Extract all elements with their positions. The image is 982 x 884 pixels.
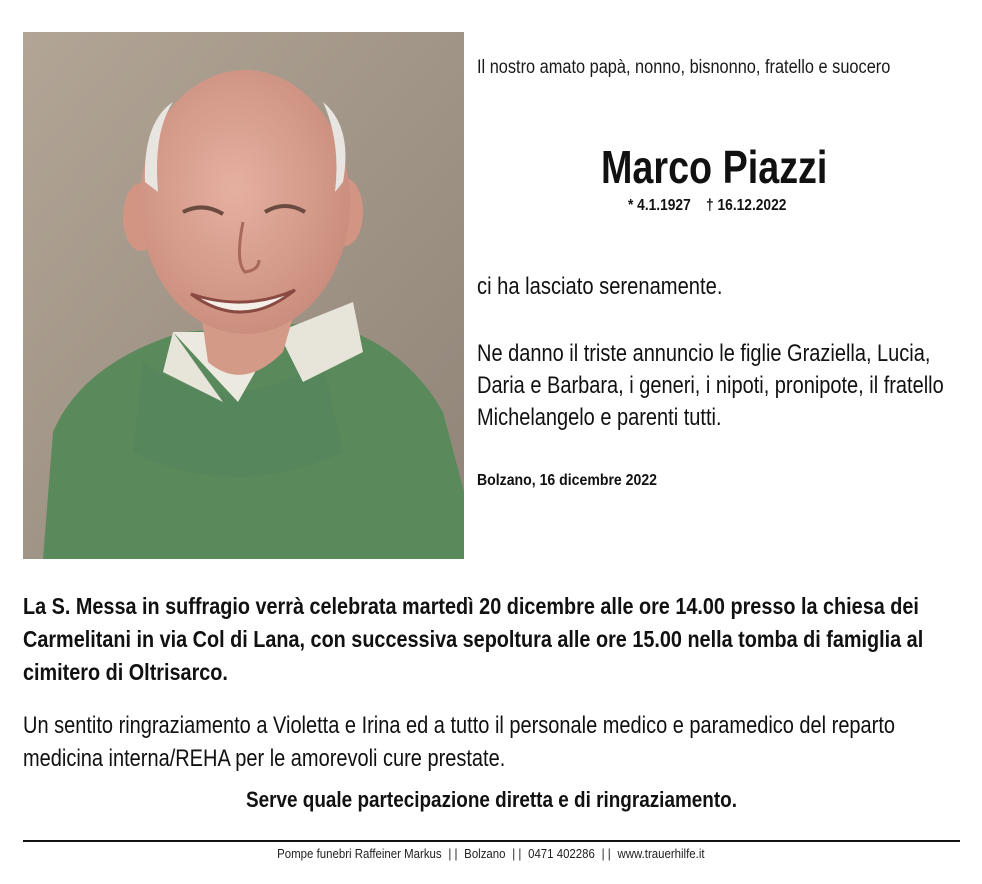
footer-divider bbox=[23, 840, 960, 842]
footer bbox=[0, 846, 982, 861]
mass-announcement: La S. Messa in suffragio verrà celebrata martedì 20 dicembre alle ore 14.00 presso la chiesa dei Carmelitani in via Col di Lana, con successiva sepoltura alle ore 15.00 nella tomba di famiglia al cimitero di Oltrisarco. bbox=[23, 593, 924, 685]
portrait-photo bbox=[23, 32, 464, 559]
footer-company: Pompe funebri Raffeiner Markus bbox=[277, 846, 442, 861]
life-dates bbox=[628, 197, 812, 215]
thanks-text: Un sentito ringraziamento a Violetta e Irina ed a tutto il personale medico e paramedico del reparto medicina interna/REHA per le amorevoli cure prestate. bbox=[23, 712, 896, 772]
announcement-text: Ne danno il triste annuncio le figlie Graziella, Lucia, Daria e Barbara, i generi, i nipoti, pronipote, il fratello Michelangelo e parenti tutti. bbox=[477, 340, 944, 431]
passed-text: ci ha lasciato serenamente. bbox=[477, 273, 723, 300]
footer-separator: | | bbox=[512, 846, 522, 861]
closing-text: Serve quale partecipazione diretta e di ringraziamento. bbox=[245, 787, 737, 812]
intro-text: Il nostro amato papà, nonno, bisnonno, fratello e suocero bbox=[477, 57, 891, 78]
footer-separator: | | bbox=[448, 846, 458, 861]
portrait-illustration bbox=[23, 32, 464, 559]
footer-separator: | | bbox=[601, 846, 611, 861]
death-date: † 16.12.2022 bbox=[706, 197, 787, 214]
footer-city: Bolzano bbox=[464, 846, 506, 861]
footer-website-link[interactable]: www.trauerhilfe.it bbox=[617, 846, 705, 861]
footer-phone: 0471 402286 bbox=[528, 846, 596, 861]
deceased-name: Marco Piazzi bbox=[601, 141, 828, 193]
birth-date: * 4.1.1927 bbox=[628, 197, 691, 214]
place-date: Bolzano, 16 dicembre 2022 bbox=[477, 472, 657, 489]
